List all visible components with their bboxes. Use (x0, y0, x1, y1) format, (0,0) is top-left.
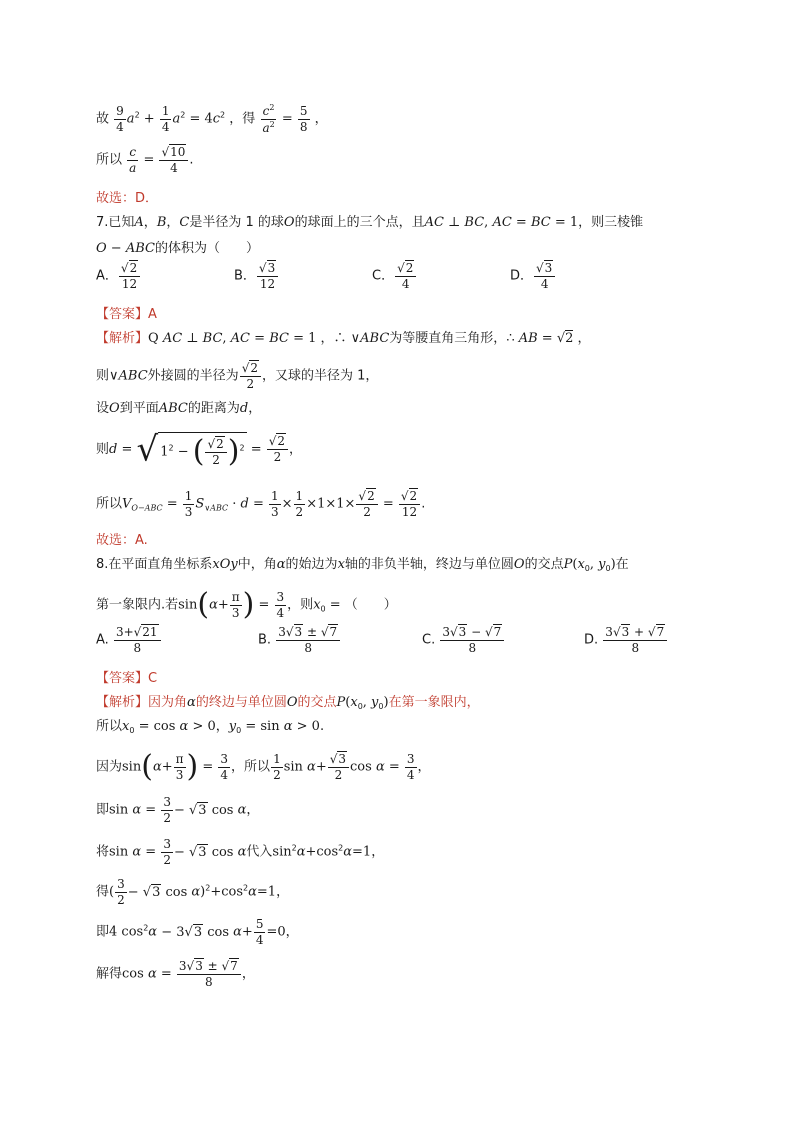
text: 故 (96, 111, 110, 127)
fraction: $\frac{\pi}{3}$ (175, 751, 184, 782)
text: 所以 (96, 152, 123, 168)
option-label: A． (96, 268, 118, 284)
text: （ ） (344, 597, 397, 613)
text: ，所以 (231, 759, 271, 775)
q8-analysis-line-1: 【解析】因为角α的终边与单位圆O的交点$P(x_0$, $y_0$)在第一象限内， (96, 695, 480, 711)
fraction: $\frac{5}{4}$ (255, 917, 264, 947)
text: ，则 (287, 597, 314, 613)
q7-option-a (96, 262, 141, 290)
q7-analysis-line-4: 则d = √ $1^2$ − ( $\frac{√2}{2}$ )$^2$ = $\frac{√2}{2}$ ， (96, 429, 303, 470)
derivation-line-1: 故 $\frac{9}{4}$ $a^2$ + $\frac{1}{4}$ $a^2 = 4c^2$ ，得 $\frac{c^2}{a^2}$ = $\frac{5}{8}$ ， (96, 103, 328, 135)
derivation-line-2: 所以 $\frac{c}{a}$ = $\frac{√10}{4}$ . (96, 145, 194, 175)
fraction: $\frac{√2}{2}$ (205, 438, 226, 466)
fraction: $\frac{c}{a}$ (129, 145, 137, 175)
q7-option-b (234, 262, 279, 290)
text: 8.在平面直角坐标系 (96, 557, 213, 572)
fraction: $\frac{1}{2}$ (273, 751, 281, 782)
q7-analysis-line-5: 所以$V_{O-ABC}$ = $\frac{1}{3}$ $S_{\vee ABC} \cdot d$ = $\frac{1}{3}$ × $\frac{1}{2}$ ×1×1× $\frac{√2}{2}$ = $\frac{√2}{12}$ . (96, 489, 426, 519)
q8-option-b (258, 626, 341, 654)
q7-title-line-2: O − ABC的体积为（ ） (96, 241, 259, 256)
text: 即 (96, 924, 110, 940)
text: ， (248, 401, 262, 416)
text: ， (143, 215, 157, 230)
q8-title-line-2: 第一象限内.若sin(α+ $\frac{\pi}{3}$ ) = $\frac{3}{4}$ ，则$x_0$ = （ ） (96, 587, 397, 622)
text: 的终边与单位圆 (195, 695, 287, 710)
text: 到平面 (119, 401, 159, 416)
text: 中，角 (237, 557, 277, 572)
fraction: $\frac{√3}{4}$ (534, 262, 555, 290)
text: 设 (96, 401, 110, 416)
fraction: $\frac{3}{2}$ (117, 877, 125, 907)
text: 因为角 (148, 695, 188, 710)
text: ， (285, 924, 299, 940)
select-answer: 故选：D． (96, 191, 159, 206)
text: 则 (96, 368, 110, 384)
q8-analysis-line-7: 即4 $\cos^2\alpha - 3√3$ cos α+ $\frac{5}{4}$ =0， (96, 917, 299, 947)
fraction: $\frac{√3}{12}$ (257, 262, 278, 290)
option-label: D． (510, 268, 534, 284)
q7-analysis-line-2: 则∨ABC外接圆的半径为 $\frac{√2}{2}$ ，又球的半径为 1， (96, 361, 379, 391)
text: . (421, 496, 426, 512)
q8-analysis-line-4: 即sin α = $\frac{3}{2}$ − √3 cos α， (96, 795, 260, 825)
fraction: $\frac{1}{4}$ (161, 104, 170, 134)
analysis-label: 【解析】 (96, 695, 149, 710)
text: ， (215, 719, 229, 734)
option-label: C. (422, 632, 436, 648)
text: 的交点 (524, 557, 564, 572)
text: 因为 (96, 759, 123, 775)
fraction: $\frac{1}{3}$ (184, 489, 193, 519)
fraction: $\frac{5}{8}$ (299, 104, 308, 134)
fraction: $\frac{3}{4}$ (406, 751, 415, 782)
fraction: $\frac{3√3 \pm √7}{8}$ (276, 626, 340, 654)
text: 将 (96, 844, 110, 860)
fraction: $\frac{3√3 \pm √7}{8}$ (177, 960, 241, 988)
text: 第一象限内.若 (96, 597, 179, 613)
fraction: $\frac{1}{2}$ (295, 489, 304, 519)
q7-analysis-line-3: 设O到平面ABC的距离为d， (96, 401, 262, 416)
text: 是半径为 1 的球 (189, 215, 284, 230)
fraction: $\frac{1}{3}$ (271, 489, 279, 519)
q8-answer: 【答案】C (96, 671, 158, 686)
fraction: $\frac{√10}{4}$ (159, 146, 188, 174)
text: ， (246, 802, 260, 818)
fraction: $\frac{√2}{2}$ (356, 490, 377, 518)
text: ， (417, 759, 431, 775)
fraction: $\frac{√2}{12}$ (399, 490, 420, 518)
fraction: $\frac{3}{2}$ (163, 795, 171, 825)
text: ， (276, 884, 290, 900)
fraction: $\frac{3√3 + √7}{8}$ (603, 626, 667, 654)
text: ， (241, 966, 255, 982)
text: ，则三棱锥 (578, 215, 644, 230)
text: 为等腰直角三角形， (389, 331, 507, 346)
text: 的交点 (297, 695, 337, 710)
fraction: $\frac{3}{4}$ (220, 751, 229, 782)
text: . (189, 152, 194, 168)
text: 的距离为 (187, 401, 240, 416)
q8-analysis-line-2: 所以$x_0 = \cos \alpha > 0$，$y_0 = \sin \alpha > 0$. (96, 719, 325, 735)
text: 轴的非负半轴，终边与单位圆 (344, 557, 514, 572)
fraction: $\frac{√3}{2}$ (328, 753, 349, 781)
q7-option-d (510, 262, 556, 290)
q7-answer: 【答案】A (96, 307, 157, 322)
fraction: $\frac{\pi}{3}$ (231, 589, 240, 620)
analysis-label: 【解析】 (96, 331, 149, 346)
text: 的球面上的三个点，且 (294, 215, 425, 230)
option-label: A. (96, 632, 109, 648)
q7-analysis-line-1: 【解析】Q AC ⊥ BC, AC = BC = 1 ，∴ ∨ABC为等腰直角三角形，∴ AB = √2 ， (96, 331, 591, 346)
q8-option-d (584, 626, 668, 654)
q8-title-line-1: 8.在平面直角坐标系xOy中，角α的始边为x轴的非负半轴，终边与单位圆O的交点$P(x_0$, $y_0$)在 (96, 557, 629, 573)
fraction: $\frac{9}{4}$ (116, 104, 124, 134)
q8-analysis-line-5: 将sin α = $\frac{3}{2}$ − √3 cos α代入$\sin^2\alpha+\cos^2\alpha=1$， (96, 837, 385, 867)
text: 的始边为 (285, 557, 338, 572)
fraction: $\frac{3}{2}$ (163, 837, 171, 867)
fraction: $\frac{√2}{4}$ (395, 262, 416, 290)
text: 得 (96, 884, 110, 900)
q8-analysis-line-6: 得( $\frac{3}{2}$ − √3 $\cos \alpha)^2+\cos^2\alpha=1$， (96, 877, 290, 907)
text: 所以 (96, 496, 123, 512)
text: 在第一象限内， (388, 695, 480, 710)
text: 解得 (96, 966, 123, 982)
big-sqrt: √ $1^2$ − ( $\frac{√2}{2}$ )$^2$ (136, 429, 245, 470)
text: ，又球的半径为 1， (261, 368, 379, 384)
text: 7.已知 (96, 215, 135, 230)
q8-analysis-line-8: 解得cos α = $\frac{3√3 \pm √7}{8}$ ， (96, 959, 255, 989)
text: ， (289, 442, 303, 457)
text: 即 (96, 802, 110, 818)
text: ， (166, 215, 180, 230)
q8-analysis-line-3: 因为sin(α+ $\frac{\pi}{3}$ ) = $\frac{3}{4}$ ，所以 $\frac{1}{2}$ sin α+ $\frac{√3}{2}$ cos α = $\frac{3}{4}$ ， (96, 749, 431, 784)
fraction: $\frac{√2}{2}$ (240, 362, 261, 390)
text: 的体积为（ ） (154, 241, 259, 256)
fraction: $\frac{√2}{2}$ (267, 435, 288, 463)
q7-select: 故选：A. (96, 533, 148, 548)
text: 在 (615, 557, 629, 572)
fraction: $\frac{3}{4}$ (276, 589, 285, 620)
option-label: D. (584, 632, 599, 648)
text: . (319, 719, 325, 734)
text: 所以 (96, 719, 123, 734)
text: 外接圆的半径为 (147, 368, 239, 384)
text: 代入 (246, 844, 273, 860)
text: 则 (96, 442, 110, 457)
option-label: B． (234, 268, 256, 284)
q8-option-c (422, 626, 505, 654)
option-label: B. (258, 632, 272, 648)
text: ，得 (229, 111, 256, 127)
fraction: $\frac{√2}{12}$ (119, 262, 140, 290)
q7-title-line-1: 7.已知A，B，C是半径为 1 的球O的球面上的三个点，且AC ⊥ BC, AC = BC = 1，则三棱锥 (96, 215, 644, 230)
text: ， (314, 111, 328, 127)
option-label: C． (372, 268, 395, 284)
text: ， (371, 844, 385, 860)
fraction: $\frac{3+√21}{8}$ (114, 626, 161, 654)
fraction: $\frac{3√3 - √7}{8}$ (440, 626, 504, 654)
q8-option-a (96, 626, 162, 654)
fraction: $\frac{c^2}{a^2}$ (262, 103, 275, 135)
q7-option-c (372, 262, 417, 290)
